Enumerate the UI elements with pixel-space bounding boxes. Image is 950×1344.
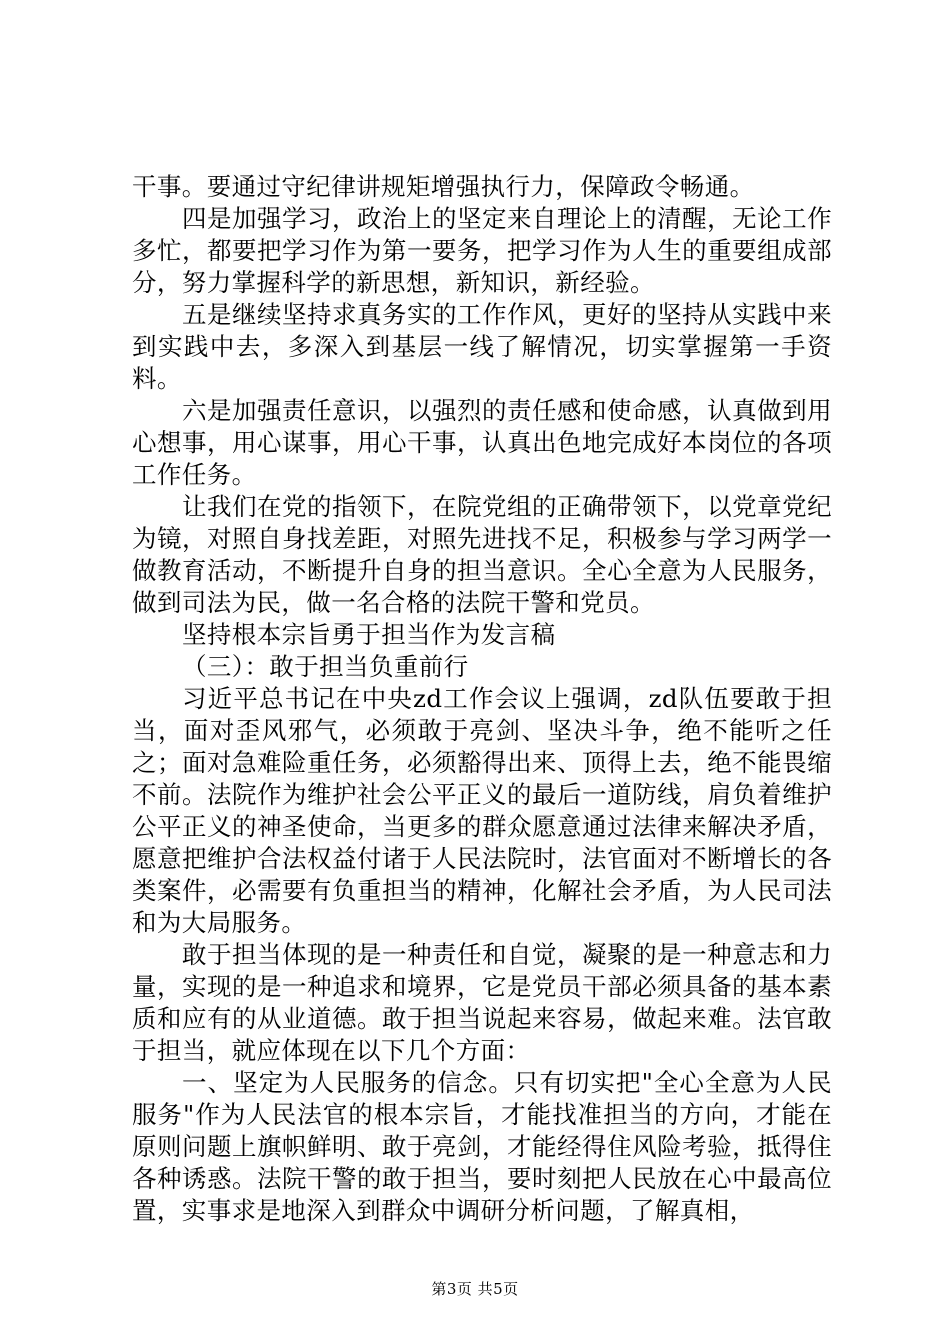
paragraph-2: 四是加强学习，政治上的坚定来自理论上的清醒，无论工作多忙，都要把学习作为第一要务，把学习作为人生的重要组成部分，努力掌握科学的新思想，新知识，新经验。 [132,204,832,297]
paragraph-7: 敢于担当体现的是一种责任和自觉，凝聚的是一种意志和力量，实现的是一种追求和境界，它是党员干部必须具备的基本素质和应有的从业道德。敢于担当说起来容易，做起来难。法官敢于担当，就应体现在以下几个方面： [132,940,832,1065]
section-title: 坚持根本宗旨勇于担当作为发言稿 [182,620,556,649]
paragraph-4: 六是加强责任意识，以强烈的责任感和使命感，认真做到用心想事，用心谋事，用心干事，认真出色地完成好本岗位的各项工作任务。 [132,396,832,489]
page-number-footer: 第3页 共5页 [431,1280,519,1298]
body-text [132,171,832,1227]
paragraph-6: 习近平总书记在中央zd工作会议上强调，zd队伍要敢于担当，面对歪风邪气，必须敢于亮剑、坚决斗争，绝不能听之任之；面对急难险重任务，必须豁得出来、顶得上去，绝不能畏缩不前。法院作为维护社会公平正义的最后一道防线，肩负着维护公平正义的神圣使命，当更多的群众愿意通过法律来解决矛盾，愿意把维护合法权益付诸于人民法院时，法官面对不断增长的各类案件，必需要有负重担当的精神，化解社会矛盾，为人民司法和为大局服务。 [132,684,832,937]
section-subtitle: （三）：敢于担当负重前行 [182,652,469,681]
paragraph-5: 让我们在党的指领下，在院党组的正确带领下，以党章党纪为镜，对照自身找差距，对照先进找不足，积极参与学习两学一做教育活动，不断提升自身的担当意识。全心全意为人民服务，做到司法为民，做一名合格的法院干警和党员。 [132,492,832,617]
paragraph-1: 干事。要通过守纪律讲规矩增强执行力，保障政令畅通。 [132,172,755,201]
paragraph-3: 五是继续坚持求真务实的工作作风，更好的坚持从实践中来到实践中去，多深入到基层一线了解情况，切实掌握第一手资料。 [132,300,832,393]
paragraph-8: 一、坚定为人民服务的信念。只有切实把"全心全意为人民服务"作为人民法官的根本宗旨，才能找准担当的方向，才能在原则问题上旗帜鲜明、敢于亮剑，才能经得住风险考验，抵得住各种诱惑。法院干警的敢于担当，要时刻把人民放在心中最高位置，实事求是地深入到群众中调研分析问题，了解真相， [132,1068,832,1225]
